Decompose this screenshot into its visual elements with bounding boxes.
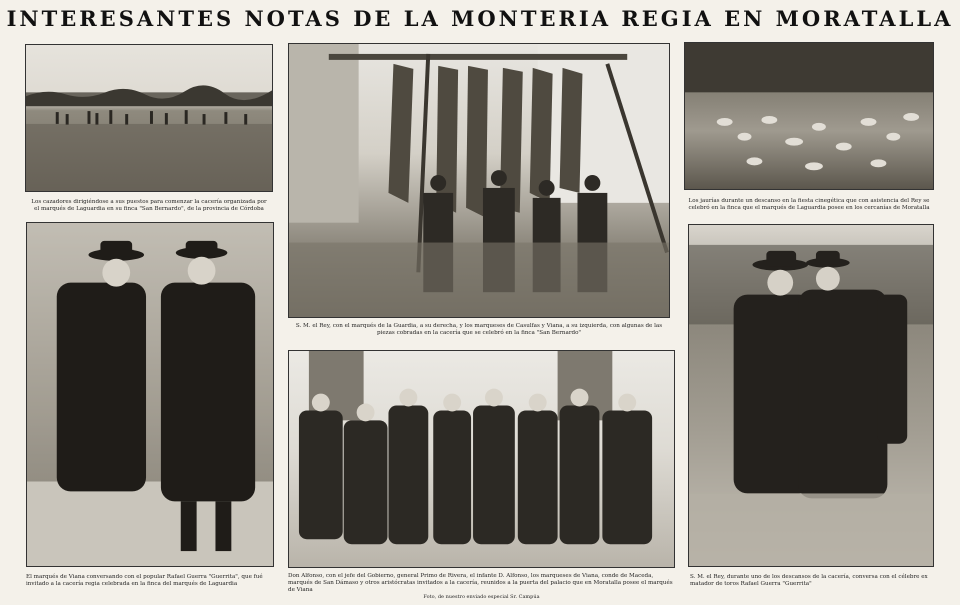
caption-king-guerrita: S. M. el Rey, durante uno de los descansos de la cacería, conversa con el célebre ex matador de toros Rafael Guerra "Guerrita": [690, 574, 928, 587]
photo-king-with-game: [288, 43, 670, 318]
photo-hounds-resting: [684, 42, 934, 190]
photo-king-guerrita: [688, 224, 934, 567]
headline: INTERESANTES NOTAS DE LA MONTERIA REGIA EN MORATALLA: [6, 6, 954, 31]
photo-group-palace: [288, 350, 675, 568]
photo-hunters-field: [25, 44, 273, 192]
caption-viana-guerrita: El marqués de Viana conversando con el popular Rafael Guerra "Guerrita", que fué invitado a la cacería regia celebrada en la finca del marqués de Laguardia: [26, 574, 263, 587]
caption-hunters-field: Los cazadores dirigiéndose a sus puestos para comenzar la cacería organizada por el marqués de Laguardia en su finca "San Bernardo", de la provincia de Córdoba: [31, 199, 267, 212]
photo-viana-guerrita: [26, 222, 274, 567]
caption-group-palace: Don Alfonso, con el jefe del Gobierno, general Primo de Rivera, el infante D. Alfonso, los marqueses de Viana, conde de Maceda, marqués de San Dámaso y otros aristócratas invitados a la cacería, reunidos a la puerta del palacio que en Moratalla posee el marqués de Viana: [288, 573, 673, 593]
caption-hounds-resting: Los jaurías durante un descanso en la fiesta cinegética que con asistencia del Rey se celebró en la finca que el marqués de Laguardia posee en los cercanías de Moratalla: [688, 198, 930, 211]
caption-king-with-game: S. M. el Rey, con el marqués de la Guardia, a su derecha, y los marqueses de Casulfas y Viana, a su izquierda, con algunas de las piezas cobradas en la cacería que se celebró en la finca "San Bernardo": [295, 323, 663, 336]
photo-credit: Foto, de nuestro enviado especial Sr. Campúa: [423, 594, 540, 600]
